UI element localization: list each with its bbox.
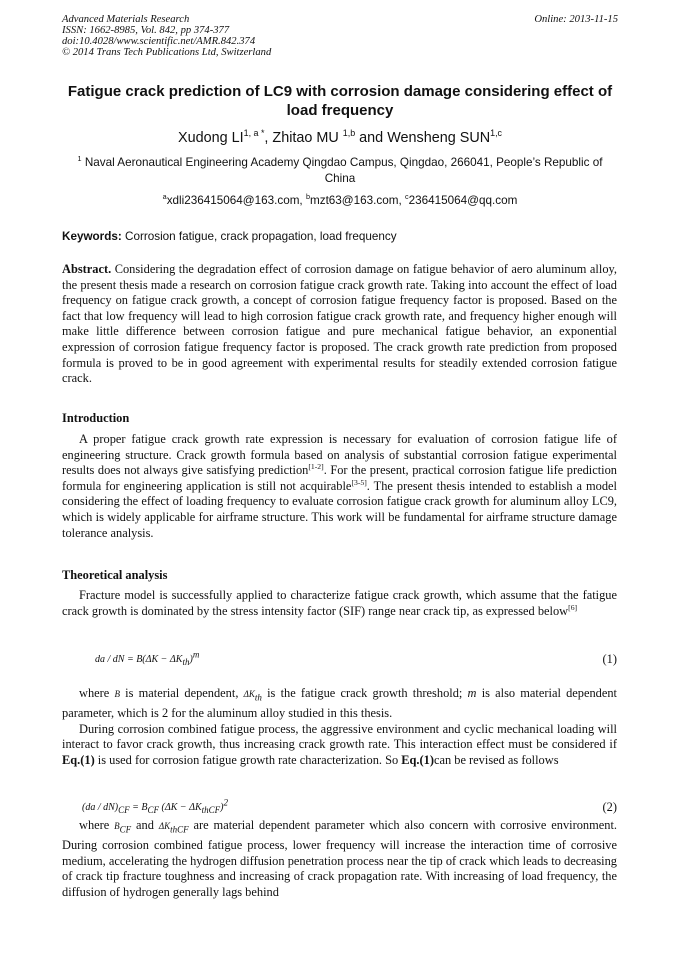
journal-header — [62, 14, 618, 58]
author-2-sup: 1,b — [342, 128, 356, 139]
equation-1-formula: da / dN = $B(\Delta K - \Delta K_{th})^m$ — [95, 649, 200, 667]
online-date: Online: 2013-11-15 — [534, 14, 618, 25]
author-3-sup: 1,c — [490, 128, 502, 139]
intro-text-2: . For the present, practical corrosion fatigue life prediction formula for engineering application is still not acquirable — [62, 463, 617, 493]
author-2: Zhitao MU — [272, 130, 343, 146]
intro-paragraph — [62, 432, 617, 541]
keywords — [62, 229, 618, 244]
theory-heading: Theoretical analysis — [62, 568, 168, 582]
author-1: Xudong LI — [177, 130, 244, 146]
equation-2-formula: $(da / dN)_{CF} = B_{CF}$ $(\Delta K - \Delta K_{thCF})^2$ — [82, 797, 229, 815]
email-c-sup: c — [405, 192, 409, 202]
intro-text-3: . The present thesis intended to establish a model considering the effect of loading frequency to evaluate corrosion fatigue crack growth for aluminum alloy LC9, which is widely applicable for airframe structure. This work will be fundamental for airframe structure damage tolerance analysis. — [62, 478, 617, 540]
affiliation-text: Naval Aeronautical Engineering Academy Qingdao Campus, Qingdao, 266041, People’s Republic of China — [81, 156, 603, 185]
email-c: 236415064@qq.com — [408, 194, 518, 207]
intro-heading: Introduction — [62, 411, 130, 425]
email-list — [62, 193, 618, 208]
author-sep: and — [355, 130, 388, 146]
theory-paragraph-2: where B is material dependent, $\Delta K_{th}$ is the fatigue crack growth threshold; m is also material dependent parameter, which is 2 for the aluminum alloy studied in this thesis. During corrosion combined fatigue process, the aggressive environment and cyclic mechanical loading will interact to favor crack growth, thus increasing crack growth rate. This interaction effect must be considered if Eq.(1) is used for corrosion fatigue growth rate characterization. So Eq.(1)can be revised as follows — [62, 686, 617, 767]
eq-ref: Eq.(1) — [401, 752, 434, 767]
copyright-line: © 2014 Trans Tech Publications Ltd, Switzerland — [62, 47, 272, 58]
theory-paragraph-3: where $B_{CF}$ and $\Delta K_{thCF}$ are material dependent parameter which also concern with corrosive environment. During corrosion combined fatigue process, lower frequency will increase the interaction time of corrosive medium, accelerating the hydrogen diffusion penetration process near the tip of crack which leads to decreasing of crack tip fracture toughness and increasing of crack propagation rate. With increasing of load frequency, the diffusion of hydrogen generally lags behind — [62, 818, 617, 899]
affiliation — [62, 155, 618, 187]
abstract-text: Considering the degradation effect of corrosion damage on fatigue behavior of aero aluminum alloy, the present thesis made a research on corrosion fatigue crack growth rate. Taking into account the effect of load frequency on fatigue crack growth, a concept of corrosion fatigue frequency factor is proposed. Based on the fact that low frequency will lead to high corrosion fatigue crack growth rate, and frequency higher enough will make little difference between corrosion fatigue and pure mechanical fatigue behavior, an exponential expression of corrosion fatigue frequency factor is proposed. The crack growth rate prediction from proposed formula is proved to be in good agreement with experimental results for steadily extended corrosion fatigue crack. — [62, 262, 617, 386]
paper-title: Fatigue crack prediction of LC9 with corrosion damage considering effect of load frequency — [67, 83, 613, 119]
email-a-sup: a — [162, 192, 167, 202]
theory-text-1: Fracture model is successfully applied to characterize fatigue crack growth, which assume that the fatigue crack growth is dominated by the stress intensity factor (SIF) range near crack tip, as expressed below — [62, 588, 617, 618]
citation-ref: [1-2] — [308, 462, 324, 472]
equation-1 — [62, 649, 617, 668]
equation-2 — [62, 797, 617, 816]
abstract-label: Abstract. — [62, 262, 112, 276]
doi-line: doi:10.4028/www.scientific.net/AMR.842.374 — [62, 36, 256, 47]
citation-ref: [6] — [568, 602, 578, 612]
email-b: mzt63@163.com, — [309, 194, 405, 207]
author-list — [62, 129, 618, 147]
author-3: Wensheng SUN — [387, 130, 491, 146]
citation-ref: [3-5] — [351, 477, 367, 487]
affiliation-sup: 1 — [77, 154, 82, 164]
theory-paragraph-1 — [62, 588, 617, 619]
email-a: xdli236415064@163.com, — [166, 194, 306, 207]
intro-text-1: A proper fatigue crack growth rate expression is necessary for evaluation of corrosion fatigue life of engineering structure. Crack growth formula based on analysis of substantial corrosion fatigue experimental results does not always give satisfying prediction — [62, 432, 617, 478]
author-sep: , — [264, 130, 273, 146]
keywords-text: Corrosion fatigue, crack propagation, load frequency — [121, 230, 397, 243]
eq-ref: Eq.(1) — [62, 752, 95, 767]
equation-1-number: (1) — [602, 652, 617, 666]
journal-name: Advanced Materials Research — [62, 14, 190, 25]
email-b-sup: b — [305, 192, 310, 202]
abstract — [62, 262, 617, 387]
author-1-sup: 1, a * — [243, 128, 265, 139]
keywords-label: Keywords: — [62, 230, 122, 243]
issn-line: ISSN: 1662-8985, Vol. 842, pp 374-377 — [62, 25, 230, 36]
equation-2-number: (2) — [602, 800, 617, 814]
